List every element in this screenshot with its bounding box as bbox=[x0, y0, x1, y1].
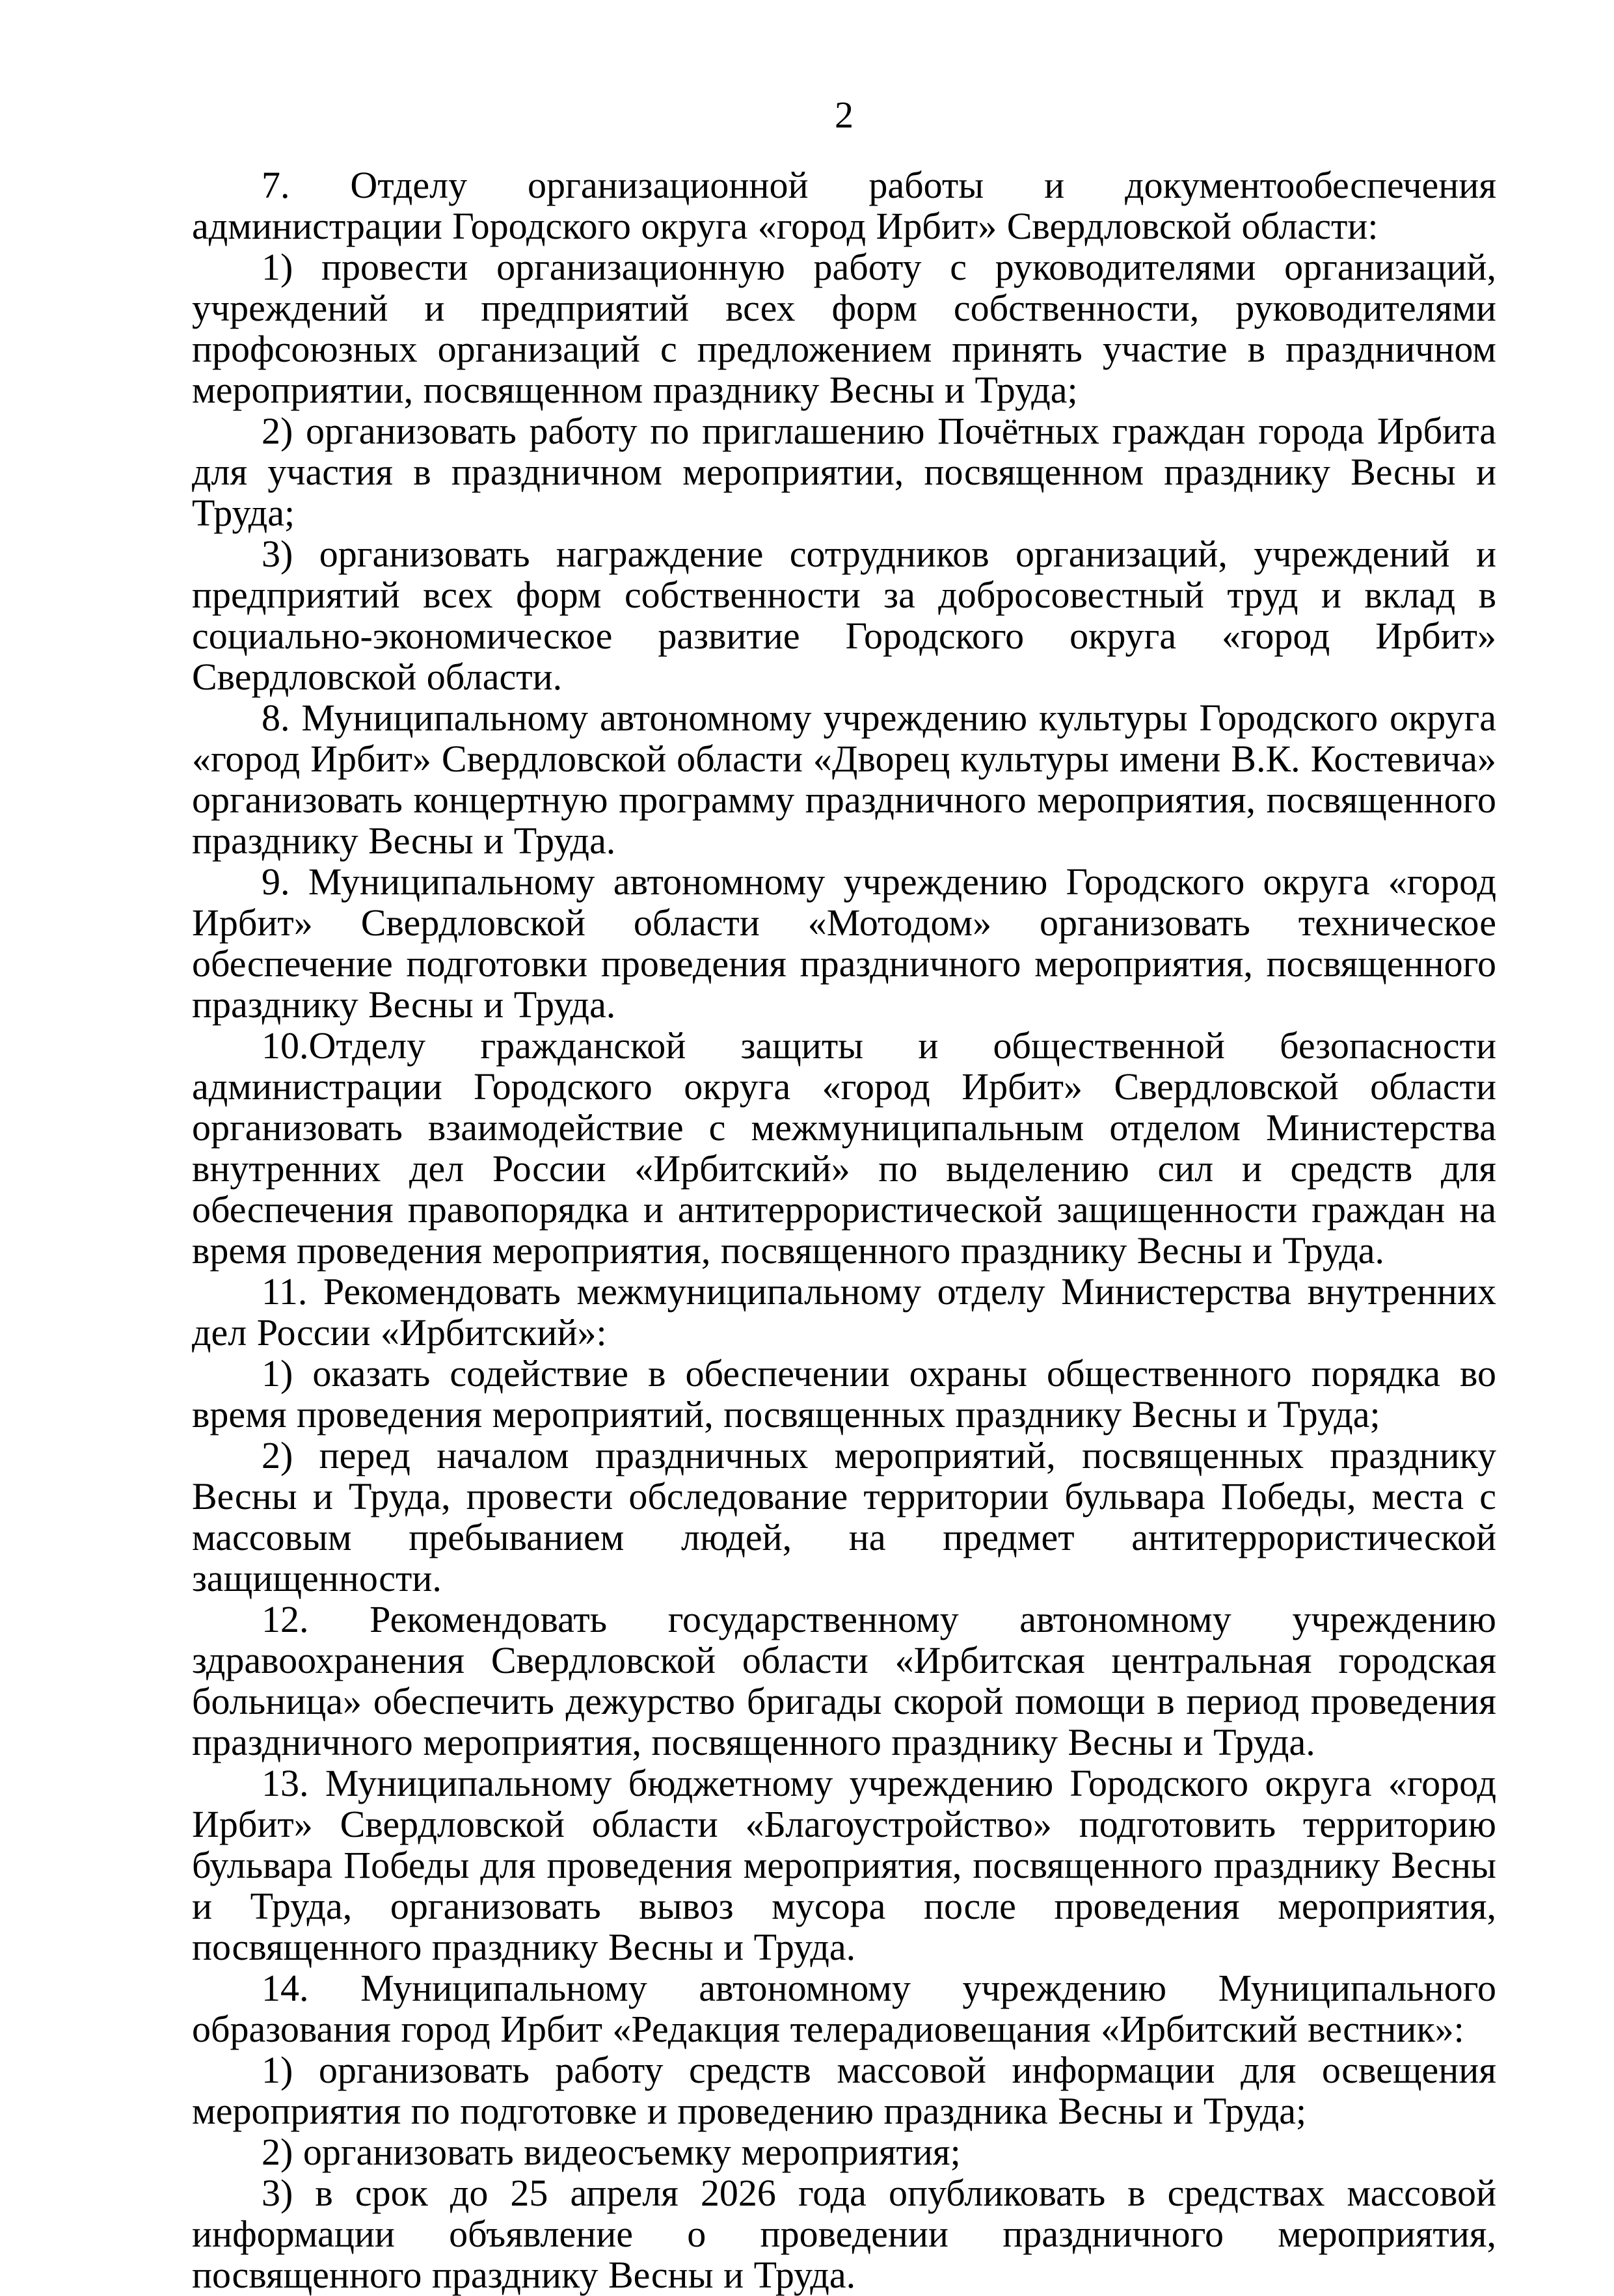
paragraph-14-sub-2: 2) организовать видеосъемку мероприятия; bbox=[262, 2131, 961, 2173]
paragraph-7-sub-1: 1) провести организационную работу с руководителями организаций, учреждений и предприятий всех форм собственности, руководителями профсоюзных организаций с предложением принять участие в праздничном мероприятии, посвященном празднику Весны и Труда; bbox=[192, 246, 1496, 411]
paragraph-10: 10.Отделу гражданской защиты и общественной безопасности администрации Городского округа «город Ирбит» Свердловской области организовать взаимодействие с межмуниципальным отделом Министерства внутренних дел России «Ирбитский» по выделению сил и средств для обеспечения правопорядка и антитеррористической защищенности граждан на время проведения мероприятия, посвященного празднику Весны и Труда. bbox=[192, 1024, 1496, 1272]
paragraph-7-sub-3: 3) организовать награждение сотрудников организаций, учреждений и предприятий всех форм собственности за добросовестный труд и вклад в социально-экономическое развитие Городского округа «город Ирбит» Свердловской области. bbox=[192, 533, 1496, 698]
paragraph-14-sub-1: 1) организовать работу средств массовой информации для освещения мероприятия по подготовке и проведению праздника Весны и Труда; bbox=[192, 2049, 1496, 2132]
paragraph-11-sub-1: 1) оказать содействие в обеспечении охраны общественного порядка во время проведения мероприятий, посвященных празднику Весны и Труда; bbox=[192, 1352, 1496, 1435]
paragraph-11: 11. Рекомендовать межмуниципальному отделу Министерства внутренних дел России «Ирбитский»: bbox=[192, 1270, 1496, 1354]
paragraph-14: 14. Муниципальному автономному учреждению Муниципального образования город Ирбит «Редакция телерадиовещания «Ирбитский вестник»: bbox=[192, 1967, 1496, 2050]
paragraph-12: 12. Рекомендовать государственному автономному учреждению здравоохранения Свердловской области «Ирбитская центральная городская больница» обеспечить дежурство бригады скорой помощи в период проведения праздничного мероприятия, посвященного празднику Весны и Труда. bbox=[192, 1598, 1496, 1763]
paragraph-14-sub-3: 3) в срок до 25 апреля 2026 года опубликовать в средствах массовой информации объявление о проведении праздничного мероприятия, посвященного празднику Весны и Труда. bbox=[192, 2172, 1496, 2296]
paragraph-11-sub-2: 2) перед началом праздничных мероприятий, посвященных празднику Весны и Труда, провести обследование территории бульвара Победы, места с массовым пребыванием людей, на предмет антитеррористической защищенности. bbox=[192, 1434, 1496, 1599]
paragraph-7: 7. Отделу организационной работы и документообеспечения администрации Городского округа «город Ирбит» Свердловской области: bbox=[192, 164, 1496, 247]
page-number: 2 bbox=[835, 94, 854, 136]
paragraph-9: 9. Муниципальному автономному учреждению Городского округа «город Ирбит» Свердловской области «Мотодом» организовать техническое обеспечение подготовки проведения праздничного мероприятия, посвященного празднику Весны и Труда. bbox=[192, 861, 1496, 1026]
header-gap bbox=[192, 135, 1496, 165]
paragraph-7-sub-2: 2) организовать работу по приглашению Почётных граждан города Ирбита для участия в праздничном мероприятии, посвященном празднику Весны и Труда; bbox=[192, 410, 1496, 534]
paragraph-8: 8. Муниципальному автономному учреждению культуры Городского округа «город Ирбит» Свердловской области «Дворец культуры имени В.К. Костевича» организовать концертную программу праздничного мероприятия, посвященного празднику Весны и Труда. bbox=[192, 697, 1496, 862]
paragraph-13: 13. Муниципальному бюджетному учреждению Городского округа «город Ирбит» Свердловской области «Благоустройство» подготовить территорию бульвара Победы для проведения мероприятия, посвященного празднику Весны и Труда, организовать вывоз мусора после проведения мероприятия, посвященного празднику Весны и Труда. bbox=[192, 1762, 1496, 1968]
